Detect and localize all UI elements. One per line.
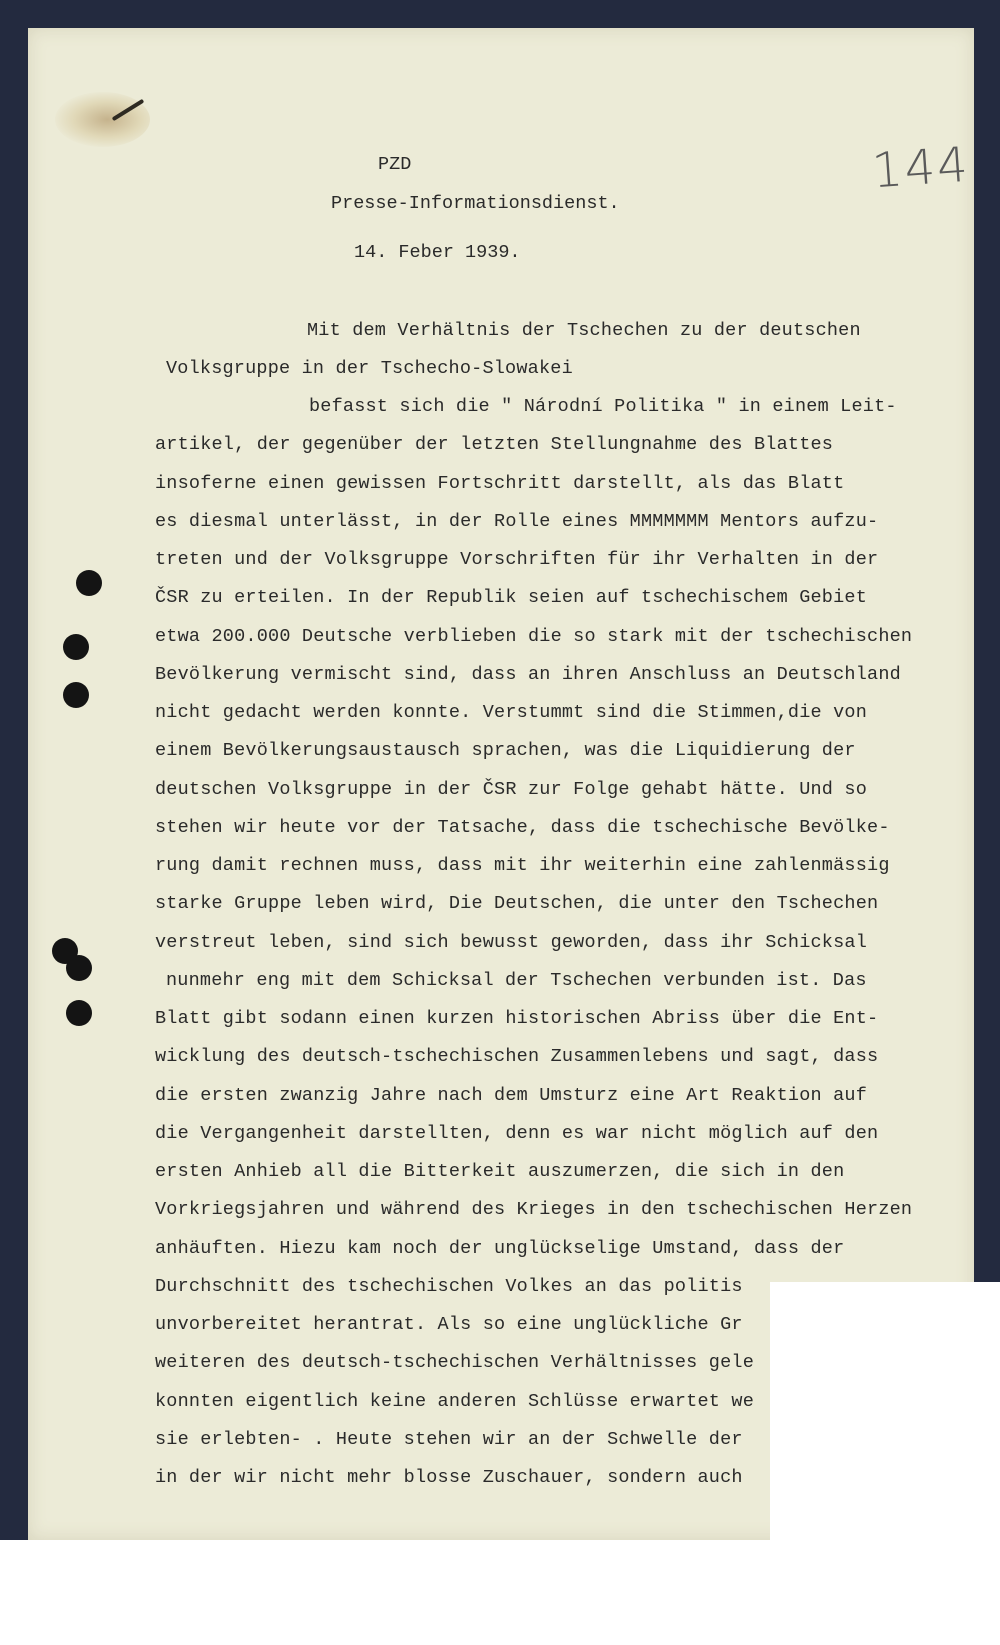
- header-service: Presse-Informationsdienst.: [331, 193, 620, 214]
- text-line: rung damit rechnen muss, dass mit ihr weiterhin eine zahlenmässig: [155, 855, 890, 876]
- text-line: sie erlebten- . Heute stehen wir an der Schwelle der: [155, 1429, 743, 1450]
- text-line: anhäuften. Hiezu kam noch der unglückselige Umstand, dass der: [155, 1238, 845, 1259]
- text-line: Volksgruppe in der Tschecho-Slowakei: [166, 358, 573, 379]
- text-line: es diesmal unterlässt, in der Rolle eines MMMMMMM Mentors aufzu-: [155, 511, 879, 532]
- text-line: ČSR zu erteilen. In der Republik seien auf tschechischem Gebiet: [155, 587, 868, 608]
- punch-hole-icon: [76, 570, 102, 596]
- text-line: nunmehr eng mit dem Schicksal der Tschechen verbunden ist. Das: [166, 970, 867, 991]
- text-line: Mit dem Verhältnis der Tschechen zu der deutschen: [307, 320, 861, 341]
- text-line: deutschen Volksgruppe in der ČSR zur Folge gehabt hätte. Und so: [155, 779, 868, 800]
- text-line: weiteren des deutsch-tschechischen Verhältnisses gele: [155, 1352, 754, 1373]
- text-line: unvorbereitet herantrat. Als so eine unglückliche Gr: [155, 1314, 743, 1335]
- punch-hole-icon: [66, 1000, 92, 1026]
- text-line: treten und der Volksgruppe Vorschriften für ihr Verhalten in der: [155, 549, 879, 570]
- text-line: Durchschnitt des tschechischen Volkes an das politis: [155, 1276, 743, 1297]
- text-line: starke Gruppe leben wird, Die Deutschen, die unter den Tschechen: [155, 893, 879, 914]
- text-line: Blatt gibt sodann einen kurzen historischen Abriss über die Ent-: [155, 1008, 879, 1029]
- redaction-block-corner: [770, 1282, 1000, 1645]
- text-line: einem Bevölkerungsaustausch sprachen, was die Liquidierung der: [155, 740, 856, 761]
- text-line: Vorkriegsjahren und während des Krieges in den tschechischen Herzen: [155, 1199, 913, 1220]
- punch-hole-icon: [63, 634, 89, 660]
- text-line: nicht gedacht werden konnte. Verstummt sind die Stimmen,die von: [155, 702, 868, 723]
- text-line: etwa 200.000 Deutsche verblieben die so stark mit der tschechischen: [155, 626, 913, 647]
- text-line: die ersten zwanzig Jahre nach dem Umsturz eine Art Reaktion auf: [155, 1085, 868, 1106]
- text-line: stehen wir heute vor der Tatsache, dass die tschechische Bevölke-: [155, 817, 890, 838]
- text-line: insoferne einen gewissen Fortschritt darstellt, als das Blatt: [155, 473, 845, 494]
- text-line: wicklung des deutsch-tschechischen Zusammenlebens und sagt, dass: [155, 1046, 879, 1067]
- text-line: konnten eigentlich keine anderen Schlüsse erwartet we: [155, 1391, 754, 1412]
- punch-hole-icon: [63, 682, 89, 708]
- header-date: 14. Feber 1939.: [354, 242, 521, 263]
- text-line: Bevölkerung vermischt sind, dass an ihren Anschluss an Deutschland: [155, 664, 901, 685]
- text-line: in der wir nicht mehr blosse Zuschauer, sondern auch: [155, 1467, 743, 1488]
- text-line: die Vergangenheit darstellten, denn es war nicht möglich auf den: [155, 1123, 879, 1144]
- text-line: artikel, der gegenüber der letzten Stellungnahme des Blattes: [155, 434, 834, 455]
- punch-hole-icon: [66, 955, 92, 981]
- folio-number: 144: [870, 136, 972, 200]
- text-line: ersten Anhieb all die Bitterkeit auszumerzen, die sich in den: [155, 1161, 845, 1182]
- text-line: befasst sich die " Národní Politika " in einem Leit-: [309, 396, 897, 417]
- text-line: verstreut leben, sind sich bewusst geworden, dass ihr Schicksal: [155, 932, 868, 953]
- header-org: PZD: [378, 154, 412, 175]
- rust-stain: [55, 92, 150, 147]
